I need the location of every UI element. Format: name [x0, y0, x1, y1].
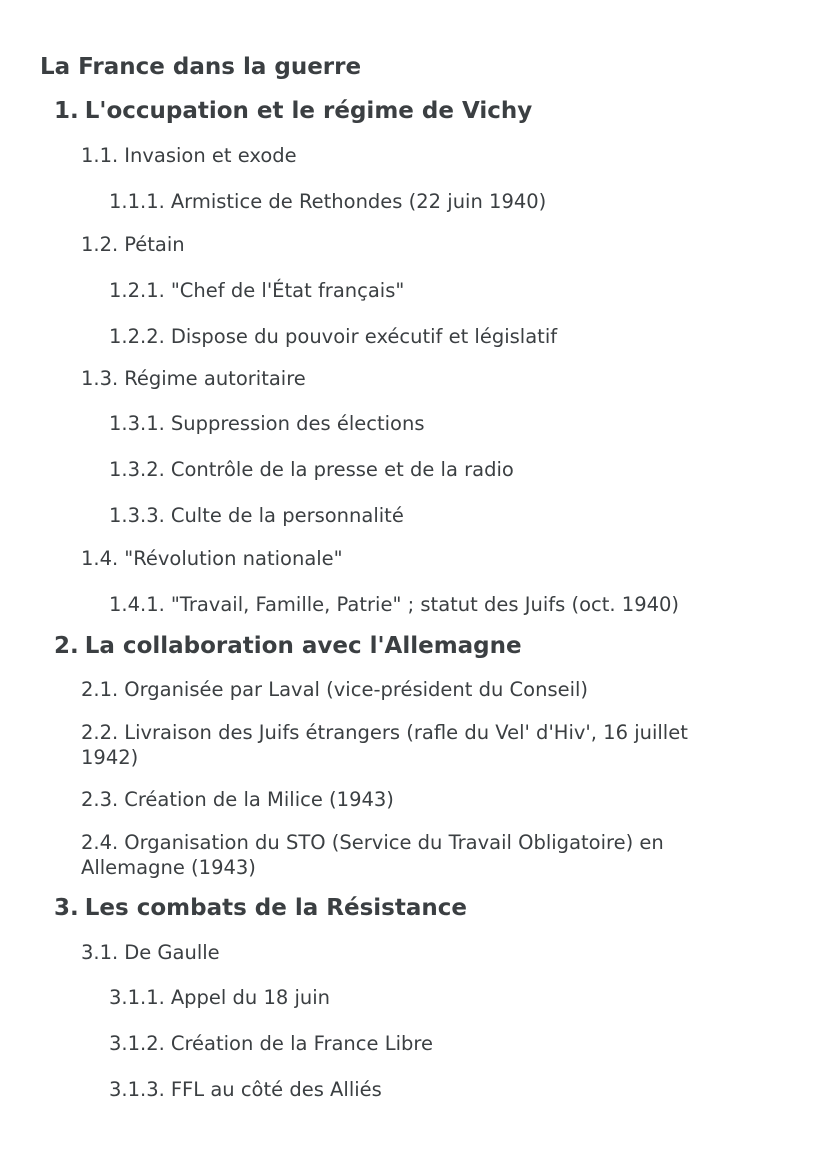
subitem-label: Contrôle de la presse et de la radio — [170, 458, 514, 481]
subitem-number: 1.3.2. — [109, 458, 165, 481]
outline-item — [81, 720, 741, 770]
section-number: 2. — [54, 633, 79, 659]
item-label: Invasion et exode — [124, 144, 297, 167]
outline-item — [81, 787, 741, 812]
subitem-number: 1.3.3. — [109, 504, 165, 527]
item-number: 2.4. — [81, 831, 119, 854]
subitem-label: Création de la France Libre — [170, 1032, 433, 1055]
item-number: 2.2. — [81, 721, 119, 744]
subitem-number: 3.1.1. — [109, 986, 165, 1009]
outline-subitem — [109, 985, 799, 1010]
outline-subitem — [109, 278, 799, 303]
section-label: L'occupation et le régime de Vichy — [84, 98, 533, 124]
section-heading — [54, 632, 522, 660]
subitem-label: Culte de la personnalité — [170, 504, 404, 527]
section-number: 1. — [54, 98, 79, 124]
subitem-label: "Chef de l'État français" — [170, 279, 405, 302]
item-number: 2.3. — [81, 788, 119, 811]
section-number: 3. — [54, 895, 79, 921]
section-label: Les combats de la Résistance — [84, 895, 467, 921]
item-label: Régime autoritaire — [124, 367, 306, 390]
item-number: 1.1. — [81, 144, 119, 167]
subitem-label: FFL au côté des Alliés — [170, 1078, 382, 1101]
item-label: Organisée par Laval (vice-président du Conseil) — [124, 678, 589, 701]
subitem-label: "Travail, Famille, Patrie" ; statut des Juifs (oct. 1940) — [170, 593, 680, 616]
subitem-number: 1.2.1. — [109, 279, 165, 302]
subitem-number: 1.1.1. — [109, 190, 165, 213]
item-number: 1.3. — [81, 367, 119, 390]
item-label: Création de la Milice (1943) — [124, 788, 394, 811]
item-label: De Gaulle — [124, 941, 220, 964]
outline-subitem — [109, 1077, 799, 1102]
item-label: Livraison des Juifs étrangers (rafle du Vel' d'Hiv', 16 juillet 1942) — [81, 721, 688, 769]
item-number: 2.1. — [81, 678, 119, 701]
subitem-label: Appel du 18 juin — [170, 986, 331, 1009]
subitem-label: Suppression des élections — [170, 412, 425, 435]
subitem-number: 3.1.3. — [109, 1078, 165, 1101]
outline-subitem — [109, 592, 799, 617]
outline-item — [81, 830, 741, 880]
subitem-label: Armistice de Rethondes (22 juin 1940) — [170, 190, 547, 213]
item-label: "Révolution nationale" — [124, 547, 343, 570]
outline-subitem — [109, 324, 799, 349]
subitem-label: Dispose du pouvoir exécutif et législatif — [170, 325, 558, 348]
item-label: Pétain — [124, 233, 185, 256]
section-label: La collaboration avec l'Allemagne — [84, 633, 522, 659]
subitem-number: 3.1.2. — [109, 1032, 165, 1055]
outline-item — [81, 366, 741, 391]
outline-subitem — [109, 189, 799, 214]
outline-subitem — [109, 457, 799, 482]
item-number: 1.4. — [81, 547, 119, 570]
outline-item — [81, 232, 741, 257]
subitem-number: 1.2.2. — [109, 325, 165, 348]
outline-subitem — [109, 1031, 799, 1056]
item-number: 1.2. — [81, 233, 119, 256]
section-heading — [54, 894, 467, 922]
subitem-number: 1.3.1. — [109, 412, 165, 435]
document-title: La France dans la guerre — [40, 54, 362, 80]
outline-subitem — [109, 411, 799, 436]
outline-item — [81, 546, 741, 571]
outline-item — [81, 677, 741, 702]
outline-item — [81, 143, 741, 168]
item-label: Organisation du STO (Service du Travail Obligatoire) en Allemagne (1943) — [81, 831, 664, 879]
outline-item — [81, 940, 741, 965]
item-number: 3.1. — [81, 941, 119, 964]
section-heading — [54, 97, 532, 125]
outline-subitem — [109, 503, 799, 528]
subitem-number: 1.4.1. — [109, 593, 165, 616]
